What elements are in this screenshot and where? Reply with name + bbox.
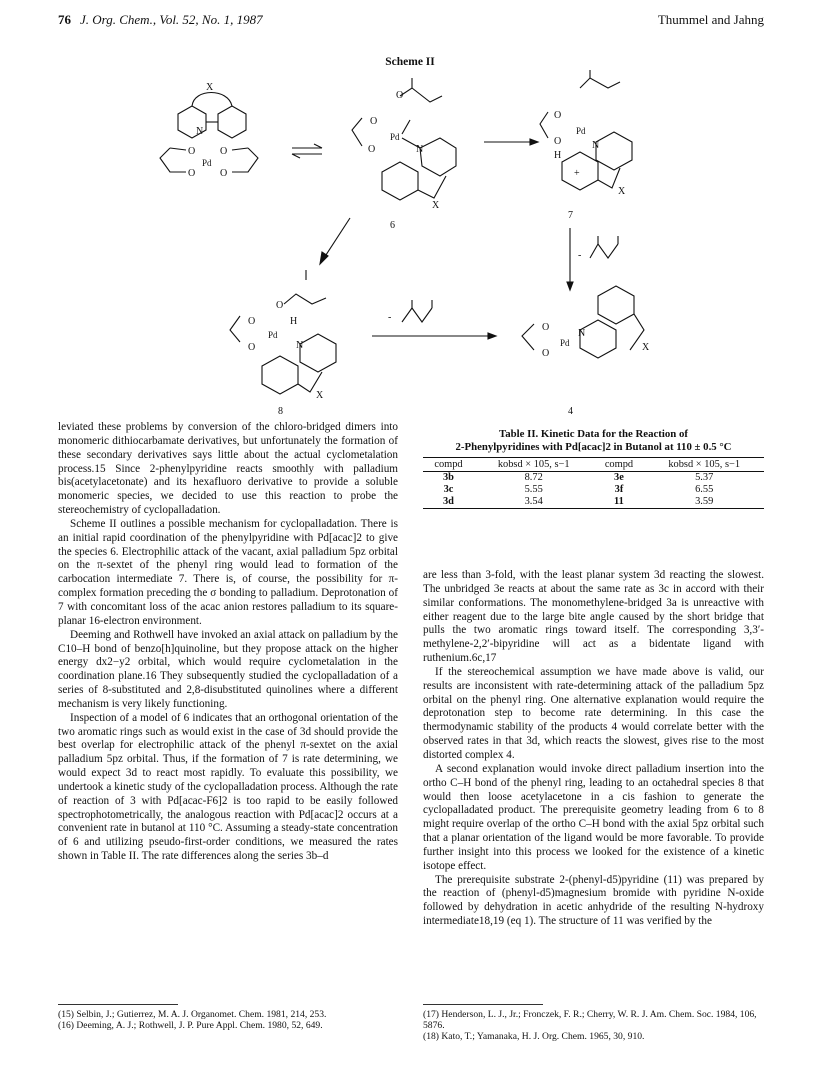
- table-cell: 8.72: [524, 472, 543, 483]
- o-label: O: [370, 116, 378, 127]
- o-label: O: [276, 300, 284, 311]
- column-header: compd: [593, 458, 644, 472]
- acac-h-structure: [402, 308, 432, 322]
- footnote: (18) Kato, T.; Yamanaka, H. J. Org. Chem. 1965, 30, 910.: [423, 1031, 645, 1043]
- table-cell: 5.37: [695, 472, 714, 483]
- x-label: X: [432, 200, 440, 211]
- page-number: 76: [58, 12, 71, 27]
- table-cell: 3d: [423, 496, 474, 509]
- table-row: [423, 484, 764, 496]
- footnote: (16) Deeming, A. J.; Rothwell, J. P. Pure Appl. Chem. 1980, 52, 649.: [58, 1020, 323, 1032]
- reaction-arrow: [324, 218, 350, 258]
- footnotes-right: [423, 1009, 764, 1043]
- svg-text:+: +: [574, 168, 580, 179]
- reaction-arrow-head: [488, 333, 496, 339]
- table-cell: 11: [593, 496, 644, 509]
- left-column-text: [58, 421, 398, 864]
- table-cell: 6.55: [695, 484, 714, 495]
- scheme-title: Scheme II: [385, 56, 435, 68]
- paragraph: Scheme II outlines a possible mechanism for cyclopalladation. There is an initial rapid coordination of the phenylpyridine with Pd[acac]2 to give the species 6. Electrophilic attack of the vacant, axial palladium 5pz orbital on the π-sextet of the phenyl ring would lead to formation of the carbocation intermediate 7. There is, of course, the possibility for π-complex formation preceding the σ bonding to palladium. Deprotonation of 7 with concomitant loss of the acac anion restores palladium to its square-planar 16-electron environment.: [58, 517, 398, 627]
- acac-h-structure: [590, 244, 618, 258]
- compound-label-6: 6: [390, 220, 395, 231]
- x-label: X: [206, 82, 214, 93]
- paragraph: Deeming and Rothwell have invoked an axial attack on palladium by the C10–H bond of benzo[h]quinoline, but they propose attack on the higher energy dx2−y2 orbital, which would require cyclometalation in the coordination plane.16 They subsequently studied the cyclopalladation of a series of 8-substituted and 2,8-disubstituted quinolines where a different mechanism is very likely functioning.: [58, 628, 398, 710]
- table-cell: 3.54: [474, 496, 594, 509]
- compound-label-8: 8: [278, 406, 283, 417]
- o-label: O: [554, 136, 562, 147]
- species-7-structure: [540, 70, 632, 197]
- equilibrium-arrow: [292, 144, 322, 158]
- x-label: X: [642, 342, 650, 353]
- h-label: H: [290, 316, 298, 327]
- column-header: kobsd × 105, s−1: [644, 458, 764, 472]
- minus-sign: -: [578, 250, 582, 261]
- footnote-rule: [58, 1004, 178, 1005]
- table-cell: 5.55: [524, 484, 543, 495]
- o-label: O: [188, 146, 196, 157]
- table-row: [423, 472, 764, 485]
- column-header: kobsd × 105, s−1: [474, 458, 594, 472]
- n-label: N: [578, 328, 586, 339]
- o-label: O: [248, 342, 256, 353]
- paragraph: leviated these problems by conversion of the chloro-bridged dimers into monomeric dithiocarbamate derivatives, but unfortunately the formation of these secondary derivatives says little about the actual cyclometalation process.15 Since 2-phenylpyridine reacts smoothly with palladium bis(acetylacetonate) and its hexafluoro derivative to provide a soluble monomeric species, we decided to use this reaction to probe the stereochemistry of cyclopalladation.: [58, 421, 398, 517]
- compound-label-4: 4: [568, 406, 573, 417]
- species-6-structure: [352, 78, 456, 211]
- n-label: N: [296, 340, 304, 351]
- species-8-structure: [230, 270, 336, 401]
- running-authors: Thummel and Jahng: [657, 12, 764, 27]
- minus-sign: -: [388, 312, 392, 323]
- table-title-line-2: 2-Phenylpyridines with Pd[acac]2 in Butanol at 110 ± 0.5 °C: [455, 441, 732, 453]
- paragraph: Inspection of a model of 6 indicates that an orthogonal orientation of the two aromatic rings such as would exist in the case of 3d should provide the best overlap for electrophilic attack of the phenyl π-sextet on the axial palladium 5pz orbital. Thus, if the formation of 7 is rate determining, we would expect 3d to react most rapidly. To evaluate this possibility, we undertook a kinetic study of the cyclopalladation process. Although the rate of reaction of 3 with Pd[acac-F6]2 is too rapid to be easily followed spectrophotometrically, the analogous reaction with Pd[acac]2 occurs at a convenient rate in butanol at 110 °C. Assuming a steady-state concentration of 6 and utilizing pseudo-first-order conditions, we measured the rates shown in Table II. The rate differences along the series 3b–d: [58, 711, 398, 863]
- footnote-rule: [423, 1004, 543, 1005]
- product-4-structure: [522, 286, 650, 359]
- kinetic-data-table: [423, 457, 764, 509]
- o-label: O: [188, 168, 196, 179]
- x-label: X: [618, 186, 626, 197]
- paragraph: The prerequisite substrate 2-(phenyl-d5)pyridine (11) was prepared by the reaction of (phenyl-d5)magnesium bromide with pyridine N-oxide followed by dehydration in acetic anhydride of the resulting N-hydroxy intermediate18,19 (eq 1). The structure of 11 was verified by the: [423, 873, 764, 928]
- pd-label: Pd: [390, 132, 400, 142]
- pd-label: Pd: [560, 338, 570, 348]
- x-label: X: [316, 390, 324, 401]
- compound-label-7: 7: [568, 210, 573, 221]
- n-label: N: [592, 140, 600, 151]
- h-label: H: [554, 150, 562, 161]
- n-label: N: [416, 144, 424, 155]
- o-label: O: [220, 168, 228, 179]
- reaction-arrow-head: [530, 139, 538, 145]
- reaction-arrow-head: [567, 282, 573, 290]
- pd-label: Pd: [202, 158, 212, 168]
- n-label: N: [196, 126, 204, 137]
- table-cell: 3b: [442, 472, 454, 483]
- svg-text:O: O: [396, 90, 404, 101]
- paragraph: A second explanation would invoke direct palladium insertion into the ortho C–H bond of the phenyl ring, leading to an octahedral species 8 that would then loose acetylacetone in a cis fashion to generate the cyclopalladated product. The prerequisite geometry leading from 6 to 8 might require overlap of the ortho C–H bond with the axial 5pz orbital such that a planar orientation of the ligand would be more favorable. To provide further insight into this process we looked for the existence of a kinetic isotope effect.: [423, 762, 764, 872]
- footnotes-left: [58, 1009, 398, 1031]
- footnote: (15) Selbin, J.; Gutierrez, M. A. J. Organomet. Chem. 1981, 214, 253.: [58, 1009, 327, 1020]
- table-cell: 3.59: [644, 496, 764, 509]
- paragraph: If the stereochemical assumption we have made above is valid, our results are inconsistent with rate-determining attack of the palladium 5pz orbital on the phenyl ring. One alternative explanation would require the deprotonation step to become rate determining. In this case the thermodynamic stability of the products 4 would correlate better with the observed rates in that 3d, which reacts the slowest, gives rise to the most distorted complex 4.: [423, 665, 764, 761]
- o-label: O: [554, 110, 562, 121]
- o-label: O: [220, 146, 228, 157]
- paragraph: are less than 3-fold, with the least planar system 3d reacting the slowest. The unbridged 3e reacts at about the same rate as 3c in accord with their similar conformations. The monomethylene-bridged 3a is unreactive with either reagent due to the large bite angle caused by the short bridge that pulls the two aromatic rings toward itself. The corresponding 3,3′-methylene-2,2′-bipyridine will act as a bidentate ligand with ruthenium.6c,17: [423, 569, 764, 665]
- table-ii: [423, 428, 764, 509]
- free-ligand-structure: [178, 82, 246, 138]
- pd-label: Pd: [268, 330, 278, 340]
- right-column-text: [423, 569, 764, 929]
- footnote: (17) Henderson, L. J., Jr.; Fronczek, F. R.; Cherry, W. R. J. Am. Chem. Soc. 1984, 106, 5876.: [423, 1009, 757, 1032]
- table-cell: 3e: [614, 472, 624, 483]
- table-title-line-1: Table II. Kinetic Data for the Reaction of: [499, 428, 688, 440]
- o-label: O: [542, 348, 550, 359]
- table-row: [423, 496, 764, 509]
- o-label: O: [368, 144, 376, 155]
- table-cell: 3f: [614, 484, 624, 495]
- table-header-row: [423, 458, 764, 472]
- table-title: [423, 428, 764, 454]
- o-label: O: [542, 322, 550, 333]
- journal-citation: J. Org. Chem., Vol. 52, No. 1, 1987: [80, 12, 263, 27]
- table-cell: 3c: [443, 484, 454, 495]
- o-label: O: [248, 316, 256, 327]
- page-header: [58, 12, 764, 30]
- column-header: compd: [423, 458, 474, 472]
- pd-acac2-structure: [160, 146, 258, 179]
- pd-label: Pd: [576, 126, 586, 136]
- scheme-diagram: [150, 68, 710, 420]
